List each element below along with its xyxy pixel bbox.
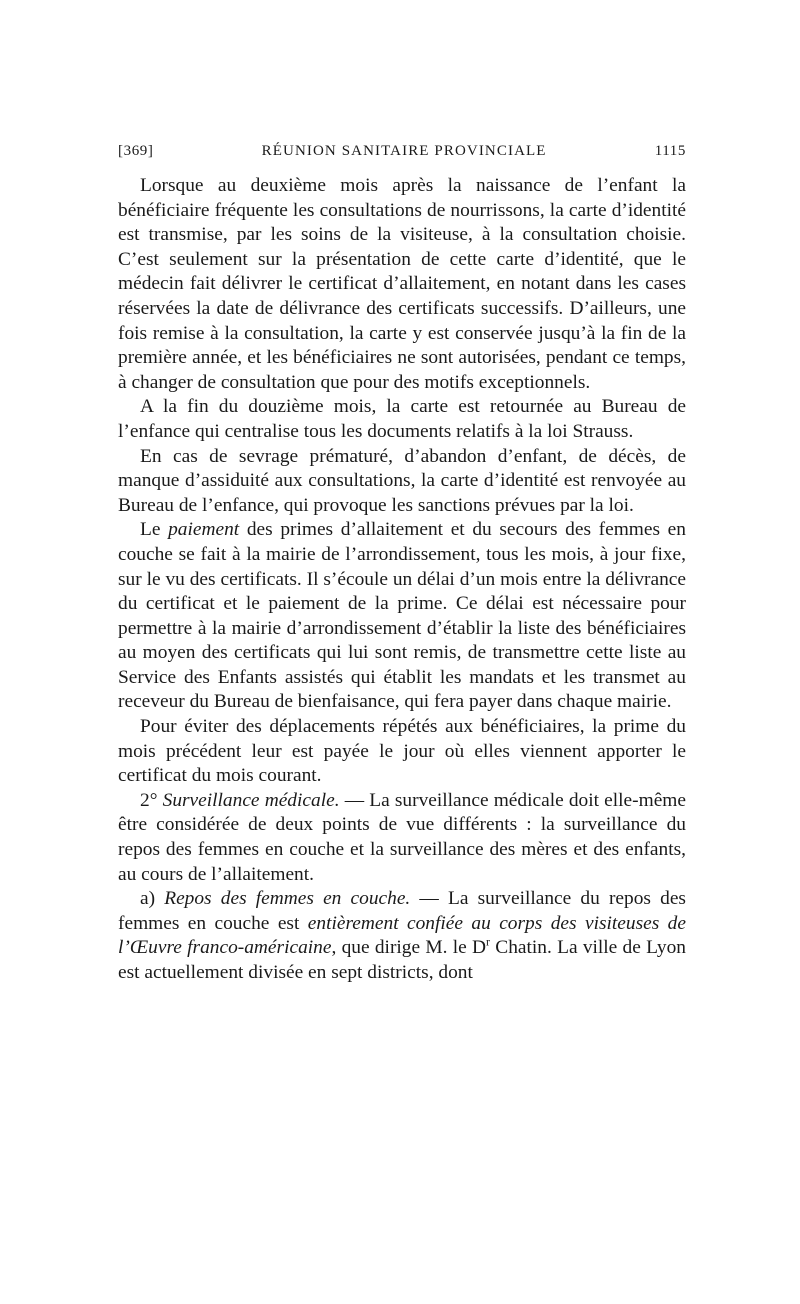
subsection-heading: Repos des femmes en couche. [164,888,411,910]
paragraph-twelfth-month: A la fin du douzième mois, la carte est retournée au Bureau de l’enfance qui centralise tous les documents relatifs à la loi Strauss. [118,396,686,442]
subsection-letter: a) [140,888,165,910]
paragraph-sanctions: En cas de sevrage prématuré, d’abandon d’enfant, de décès, de manque d’assiduité aux consultations, la carte d’identité est renvoyée au Bureau de l’enfance, qui provoque les sanctions prévues par la loi. [118,445,686,516]
paragraph-medical-surveillance [118,789,686,887]
subsection-emphasis: entièrement confiée au corps des visiteuses de l’Œuvre franco-américaine [118,912,686,959]
subsection-tail: , que dirige M. le D [331,937,486,959]
subsection-text: — La surveillance du repos des femmes en couche est [118,888,686,934]
running-title: RÉUNION SANITAIRE PROVINCIALE [261,143,547,159]
paragraph-rest-of-mothers [118,887,686,985]
payment-text: des primes d’allaitement et du secours des femmes en couche se fait à la mairie de l’arrondissement, tous les mois, à jour fixe, sur le vu des certificats. Il s’écoule un délai d’un mois entre la délivrance du certificat et le paiement de la prime. Ce délai est nécessaire pour permettre à la mairie d’arrondissement d’établir la liste des bénéficiaires au moyen des certificats qui lui sont remis, de transmettre cette liste au Service des Enfants assistés qui établit les mandats et les transmet au receveur du Bureau de bienfaisance, qui fera payer dans chaque mairie. [118,519,686,713]
doctor-superscript: r [486,934,490,949]
subsection-end: Chatin. La ville de Lyon est actuellement divisée en sept districts, dont [118,937,686,983]
section-text: — La surveillance médicale doit elle-même être considérée de deux points de vue différents : la surveillance du repos des femmes en couche et la surveillance des mères et des enfants, au cours de l’allaitement. [118,789,686,885]
paragraph-travel: Pour éviter des déplacements répétés aux bénéficiaires, la prime du mois précédent leur est payée le jour où elles viennent apporter le certificat du mois courant. [118,716,686,787]
section-number: 2° [140,789,158,811]
section-heading: Surveillance médicale. [162,789,340,811]
payment-lead: Le [140,519,169,541]
page-number: 1115 [654,143,686,159]
paragraph-payment [118,518,686,715]
payment-emphasis: paiement [168,519,240,541]
paragraph-identity-card: Lorsque au deuxième mois après la naissance de l’enfant la bénéficiaire fréquente les consultations de nourrissons, la carte d’identité est transmise, par les soins de la visiteuse, à la consultation choisie. C’est seulement sur la présentation de cette carte d’identité, que le médecin fait délivrer le certificat d’allaitement, en notant dans les cases réservées la date de délivrance des certificats successifs. D’ailleurs, une fois remise à la consultation, la carte y est conservée jusqu’à la fin de la première année, et les bénéficiaires ne sont autorisées, pendant ce temps, à changer de consultation que pour des motifs exceptionnels. [118,175,686,393]
page-reference: [369] [118,143,154,159]
running-header [118,143,686,160]
book-page [118,143,686,986]
body-text [118,174,686,986]
